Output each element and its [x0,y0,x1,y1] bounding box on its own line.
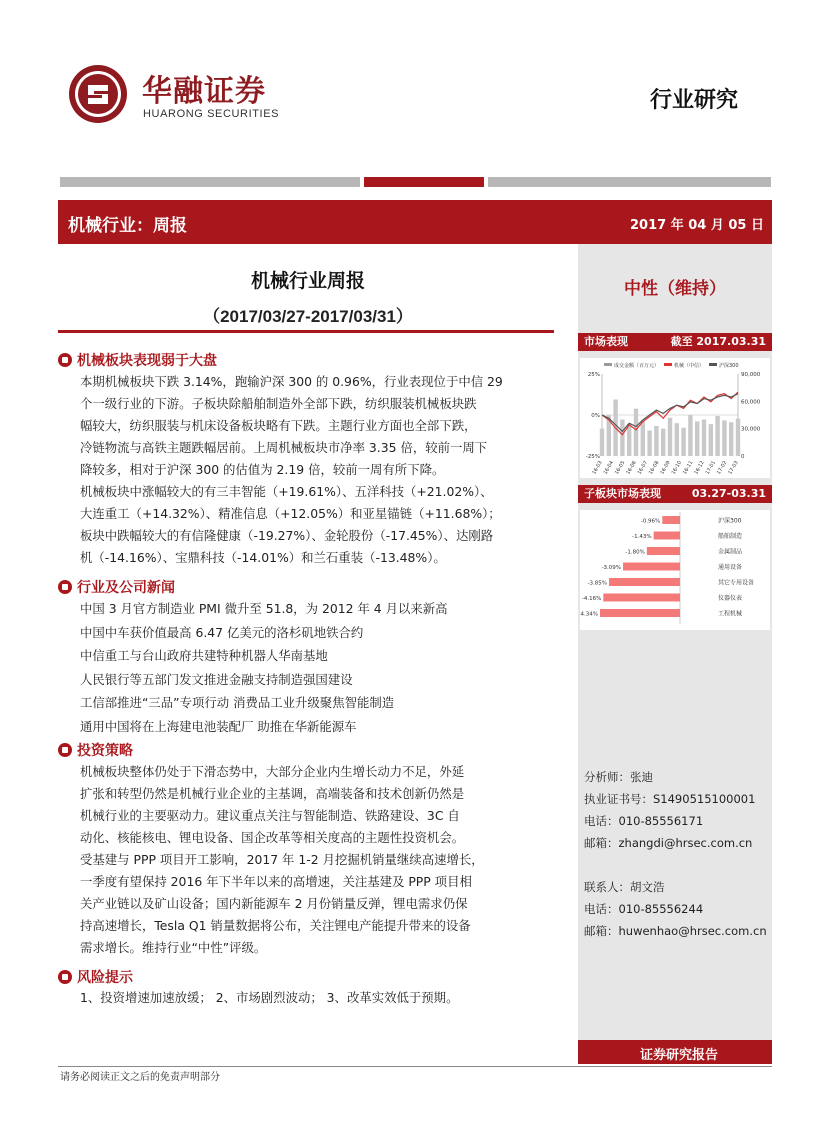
subsector-bar [600,609,680,617]
subsector-bar [647,547,680,555]
bar-category-label: 工程机械 [718,610,743,618]
header-grey-bar-left [60,177,360,187]
section-heading-text: 机械板块表现弱于大盘 [77,353,217,369]
footer-divider [58,1066,772,1067]
volume-bar [641,421,645,456]
text-line: 机（-14.16%）、宝鼎科技（-14.01%）和兰石重装（-13.48%）。 [80,550,446,565]
x-tick-label: 17-01 [704,460,718,476]
news-item: 中国 3 月官方制造业 PMI 微升至 51.8，为 2012 年 4 月以来新高 [80,601,448,616]
volume-bar [661,429,665,456]
legend-swatch [709,363,717,366]
bar-value-label: -3.09% [601,565,622,571]
logo-name-cn: 华融证券 [142,74,266,109]
subsector-bar [654,532,680,540]
section-heading-sector-performance [58,350,217,370]
sidebar-footer-label [578,1040,772,1064]
volume-bar [722,420,726,456]
news-item: 通用中国将在上海建电池装配厂 助推在华新能源车 [80,718,357,734]
contact-spacer [584,854,770,876]
section-bullet-icon [58,970,72,984]
y-left-tick-label: 0% [591,413,600,419]
market-line-chart [580,358,770,478]
y-right-tick-label: 0 [741,454,745,460]
text-line: 大连重工（+14.32%）、精准信息（+12.05%）和亚星锚链（+11.68%）； [80,506,501,521]
bar-category-label: 沪深300 [718,517,742,525]
x-tick-label: 16-06 [625,460,638,476]
section-bullet-icon [58,353,72,367]
news-item: 中国中车获价值最高 6.47 亿美元的洛杉矶地铁合约 [80,624,364,640]
title-band [58,200,772,244]
text-line: 机械板块整体仍处于下滑态势中，大部分企业内生增长动力不足，外延 [80,764,465,779]
x-tick-label: 16-04 [602,460,616,476]
volume-bar [627,424,631,456]
subsector-header-left: 子板块市场表现 [584,487,661,500]
legend-label: 沪深300 [719,363,739,369]
x-tick-label: 16-10 [670,460,684,476]
header-grey-bar-right [488,177,771,187]
y-left-tick-label: -25% [585,454,600,460]
legend-label: 机械（中信） [674,363,705,369]
news-list [80,597,560,738]
subsector-bar [623,563,680,571]
text-line: 机械板块中涨幅较大的有三丰智能（+19.61%）、五洋科技（+21.02%）、 [80,484,493,499]
contact-line: 分析师：张迪 [584,770,653,784]
title-divider [58,330,554,333]
contact-line: 电话：010-85556171 [584,814,704,828]
market-header-left: 市场表现 [584,335,628,348]
text-line: 扩张和转型仍然是机械行业企业的主基调，高端装备和技术创新仍然是 [80,786,465,801]
header-red-bar [364,177,484,187]
report-type: 行业研究 [650,87,739,113]
subsector-bar [662,516,680,524]
market-performance-header [578,333,772,351]
logo-name-en: HUARONG SECURITIES [143,108,280,120]
section-heading-text: 风险提示 [77,970,133,986]
contact-line: 电话：010-85556244 [584,902,704,916]
text-line: 关产业链以及矿山设备；国内新能源车 2 月份销量反弹，锂电需求仍保 [80,896,468,911]
bar-category-label: 通用设备 [718,564,743,571]
subsector-header [578,485,772,503]
y-left-tick-label: 25% [587,372,600,378]
bar-value-label: -0.96% [640,518,661,525]
volume-bar [729,422,733,456]
band-title: 机械行业：周报 [68,216,187,236]
volume-bar [681,428,685,456]
sector-performance-text [80,371,560,569]
legend-swatch [664,363,672,366]
volume-bar [688,415,692,456]
volume-bar [675,423,679,456]
contact-line: 执业证书号：S1490515100001 [584,792,756,806]
section-bullet-icon [58,580,72,594]
huarong-logo-icon [68,64,128,124]
news-item: 人民银行等五部门发文推进金融支持制造强国建设 [80,671,353,687]
subsector-chart [580,510,770,630]
text-line: 受基建与 PPP 项目开工影响，2017 年 1-2 月挖掘机销量继续高速增长， [80,852,484,867]
volume-bar [647,430,651,456]
section-heading-risk [58,967,133,987]
subsector-bar-chart [580,510,770,630]
section-bullet-icon [58,743,72,757]
bar-value-label: -4.34% [580,611,598,618]
x-tick-label: 16-08 [647,460,661,476]
subsector-bar [609,578,680,586]
x-tick-label: 17-02 [715,460,729,476]
x-tick-label: 16-03 [591,460,604,476]
text-line: 本期机械板块下跌 3.14%，跑输沪深 300 的 0.96%，行业表现位于中信 29 [80,374,503,389]
subsector-header-right: 03.27-03.31 [691,487,766,500]
section-heading-text: 行业及公司新闻 [77,580,175,596]
contact-line: 邮箱：zhangdi@hrsec.com.cn [584,836,753,850]
news-item: 工信部推进“三品”专项行动 消费品工业升级聚焦智能制造 [80,695,395,710]
bar-value-label: -1.43% [632,534,652,540]
y-right-tick-label: 30,000 [741,426,761,433]
section-heading-news [58,577,175,597]
volume-bar [620,420,624,456]
contact-line: 邮箱：huwenhao@hrsec.com.cn [584,924,767,938]
x-tick-label: 16-09 [659,460,672,476]
volume-bar [600,429,604,456]
legend-label: 成交金额（百万元） [614,363,660,369]
bar-category-label: 仪器仪表 [718,595,743,602]
volume-bar [702,420,706,456]
volume-bar [709,424,713,456]
section-heading-text: 投资策略 [77,743,133,759]
legend-swatch [604,363,612,366]
volume-bar [668,418,672,456]
contact-line: 联系人：胡文浩 [584,880,665,894]
text-line: 机械行业的主要驱动力。建议重点关注与智能制造、铁路建设、3C 自 [80,808,460,823]
text-line: 幅较大，纺织服装与机床设备板块略有下跌。主题行业方面也全部下跌， [80,418,477,433]
bar-category-label: 船舶制造 [718,533,743,540]
text-line: 需求增长。维持行业“中性”评级。 [80,940,267,955]
rating: 中性（维持） [624,279,726,299]
text-line: 持高速增长，Tesla Q1 销量数据将公布，关注锂电产能提升带来的设备 [80,918,471,933]
volume-bar [715,416,719,456]
market-header-right: 截至 2017.03.31 [670,335,766,348]
x-tick-label: 16-05 [613,460,627,476]
bar-category-label: 其它专用设备 [718,579,755,587]
y-right-tick-label: 90,000 [741,372,761,378]
company-logo [68,64,128,124]
news-item: 中信重工与台山政府共建特种机器人华南基地 [80,648,328,663]
footer-disclaimer: 请务必阅读正文之后的免责声明部分 [60,1072,220,1083]
x-tick-label: 16-11 [681,460,695,476]
report-category-label: 证券研究报告 [639,1048,718,1063]
bar-value-label: -4.16% [581,596,602,602]
y-right-tick-label: 60,000 [741,399,761,406]
volume-bar [695,421,699,456]
report-period: （2017/03/27-2017/03/31） [203,307,413,326]
market-chart [580,358,770,478]
text-line: 1、投资增速加速放缓； 2、市场剧烈波动； 3、改革实效低于预期。 [80,990,459,1005]
volume-bar [634,409,638,456]
x-tick-label: 16-07 [636,460,650,476]
text-line: 一季度有望保持 2016 年下半年以来的高增速，关注基建及 PPP 项目相 [80,874,472,889]
bar-value-label: -1.80% [625,549,645,556]
text-line: 个一级行业的下游。子板块除船舶制造外全部下跌，纺织服装机械板块跌 [80,396,477,411]
bar-category-label: 金属制品 [718,548,743,556]
strategy-text [80,761,560,959]
report-date: 2017 年 04 月 05 日 [630,218,764,233]
volume-bar [654,426,658,456]
report-title: 机械行业周报 [250,270,365,292]
x-tick-label: 16-12 [693,460,706,476]
volume-bar [736,419,740,456]
text-line: 动化、核能核电、锂电设备、国企改革等相关度高的主题性投资机会。 [80,830,465,845]
text-line: 冷链物流与高铁主题跌幅居前。上周机械板块市净率 3.35 倍，较前一周下 [80,440,488,455]
bar-value-label: -3.85% [587,580,608,587]
text-line: 降较多，相对于沪深 300 的估值为 2.19 倍，较前一周有所下降。 [80,462,445,477]
contact-block [584,766,770,942]
subsector-bar [603,594,680,602]
section-heading-strategy [58,740,133,760]
x-tick-label: 17-03 [727,460,740,476]
text-line: 板块中跌幅较大的有信隆健康（-19.27%）、金轮股份（-17.45%）、达刚路 [80,528,494,543]
risk-text [80,987,560,1009]
